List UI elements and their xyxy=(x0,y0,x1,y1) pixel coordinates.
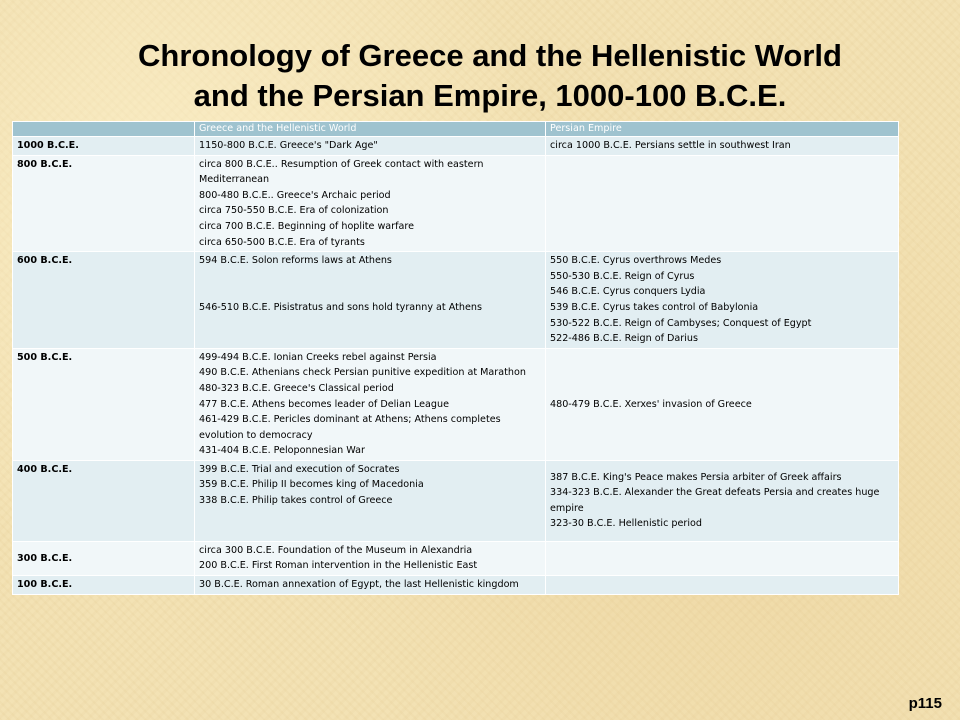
greece-event: 461-429 B.C.E. Pericles dominant at Athens; Athens completes evolution to democracy xyxy=(199,414,501,441)
greece-cell xyxy=(195,576,546,595)
table-row xyxy=(13,137,899,156)
greece-cell xyxy=(195,252,546,349)
greece-event: 431-404 B.C.E. Peloponnesian War xyxy=(199,445,365,457)
persia-cell xyxy=(546,348,899,460)
greece-cell xyxy=(195,155,546,252)
period-cell: 800 B.C.E. xyxy=(13,155,195,252)
persia-event: 323-30 B.C.E. Hellenistic period xyxy=(550,518,702,530)
period-cell: 1000 B.C.E. xyxy=(13,137,195,156)
persia-cell xyxy=(546,460,899,541)
chronology-table xyxy=(12,121,899,595)
header-period xyxy=(13,122,195,137)
persia-event: 522-486 B.C.E. Reign of Darius xyxy=(550,333,698,345)
greece-event: circa 700 B.C.E. Beginning of hoplite warfare xyxy=(199,220,415,232)
greece-cell xyxy=(195,460,546,541)
persia-event: 550 B.C.E. Cyrus overthrows Medes xyxy=(550,255,722,267)
greece-event: 499-494 B.C.E. Ionian Creeks rebel against Persia xyxy=(199,351,437,363)
period-cell: 600 B.C.E. xyxy=(13,252,195,349)
persia-event: 387 B.C.E. King's Peace makes Persia arbiter of Greek affairs xyxy=(550,471,842,483)
table-row xyxy=(13,155,899,252)
greece-event: 546-510 B.C.E. Pisistratus and sons hold tyranny at Athens xyxy=(199,301,482,313)
greece-cell xyxy=(195,348,546,460)
greece-event: circa 750-550 B.C.E. Era of colonization xyxy=(199,205,389,217)
period-cell: 400 B.C.E. xyxy=(13,460,195,541)
slide-title-line-1: Chronology of Greece and the Hellenistic World xyxy=(138,38,842,73)
greece-event: circa 800 B.C.E.. Resumption of Greek contact with eastern Mediterranean xyxy=(199,158,484,186)
header-persia: Persian Empire xyxy=(546,122,899,137)
greece-event: 359 B.C.E. Philip II becomes king of Macedonia xyxy=(199,479,424,491)
greece-event: 477 B.C.E. Athens becomes leader of Delian League xyxy=(199,398,449,410)
period-cell: 100 B.C.E. xyxy=(13,576,195,595)
persia-cell xyxy=(546,155,899,252)
greece-event: 1150-800 B.C.E. Greece's "Dark Age" xyxy=(199,140,378,151)
persia-cell xyxy=(546,252,899,349)
persia-event: 530-522 B.C.E. Reign of Cambyses; Conquest of Egypt xyxy=(550,317,812,329)
table-row xyxy=(13,460,899,541)
greece-event: 800-480 B.C.E.. Greece's Archaic period xyxy=(199,189,391,201)
persia-event: 550-530 B.C.E. Reign of Cyrus xyxy=(550,270,695,282)
slide-title-line-2: and the Persian Empire, 1000-100 B.C.E. xyxy=(193,78,787,113)
persia-event: circa 1000 B.C.E. Persians settle in southwest Iran xyxy=(550,140,791,151)
greece-event: 399 B.C.E. Trial and execution of Socrates xyxy=(199,463,400,475)
persia-cell xyxy=(546,576,899,595)
greece-event: 200 B.C.E. First Roman intervention in the Hellenistic East xyxy=(199,560,478,572)
table-header-row xyxy=(13,122,899,137)
greece-event: 594 B.C.E. Solon reforms laws at Athens xyxy=(199,255,392,267)
period-cell: 300 B.C.E. xyxy=(13,541,195,575)
persia-event: 539 B.C.E. Cyrus takes control of Babylonia xyxy=(550,301,759,313)
persia-event: 334-323 B.C.E. Alexander the Great defeats Persia and creates huge empire xyxy=(550,487,880,514)
greece-event: 30 B.C.E. Roman annexation of Egypt, the last Hellenistic kingdom xyxy=(199,579,519,591)
persia-event: 546 B.C.E. Cyrus conquers Lydia xyxy=(550,286,706,298)
table-row xyxy=(13,541,899,575)
persia-event: 480-479 B.C.E. Xerxes' invasion of Greece xyxy=(550,398,752,410)
greece-event: circa 650-500 B.C.E. Era of tyrants xyxy=(199,236,365,248)
period-cell: 500 B.C.E. xyxy=(13,348,195,460)
greece-cell xyxy=(195,137,546,156)
persia-cell xyxy=(546,137,899,156)
greece-event: 480-323 B.C.E. Greece's Classical period xyxy=(199,382,394,394)
page-number: p115 xyxy=(908,695,942,712)
header-greece: Greece and the Hellenistic World xyxy=(195,122,546,137)
greece-event: circa 300 B.C.E. Foundation of the Museum in Alexandria xyxy=(199,544,473,556)
table-row xyxy=(13,576,899,595)
greece-cell xyxy=(195,541,546,575)
slide-title xyxy=(80,36,900,116)
persia-cell xyxy=(546,541,899,575)
greece-event: 490 B.C.E. Athenians check Persian punitive expedition at Marathon xyxy=(199,367,526,379)
greece-event: 338 B.C.E. Philip takes control of Greece xyxy=(199,495,393,507)
table-row xyxy=(13,252,899,349)
table-row xyxy=(13,348,899,460)
